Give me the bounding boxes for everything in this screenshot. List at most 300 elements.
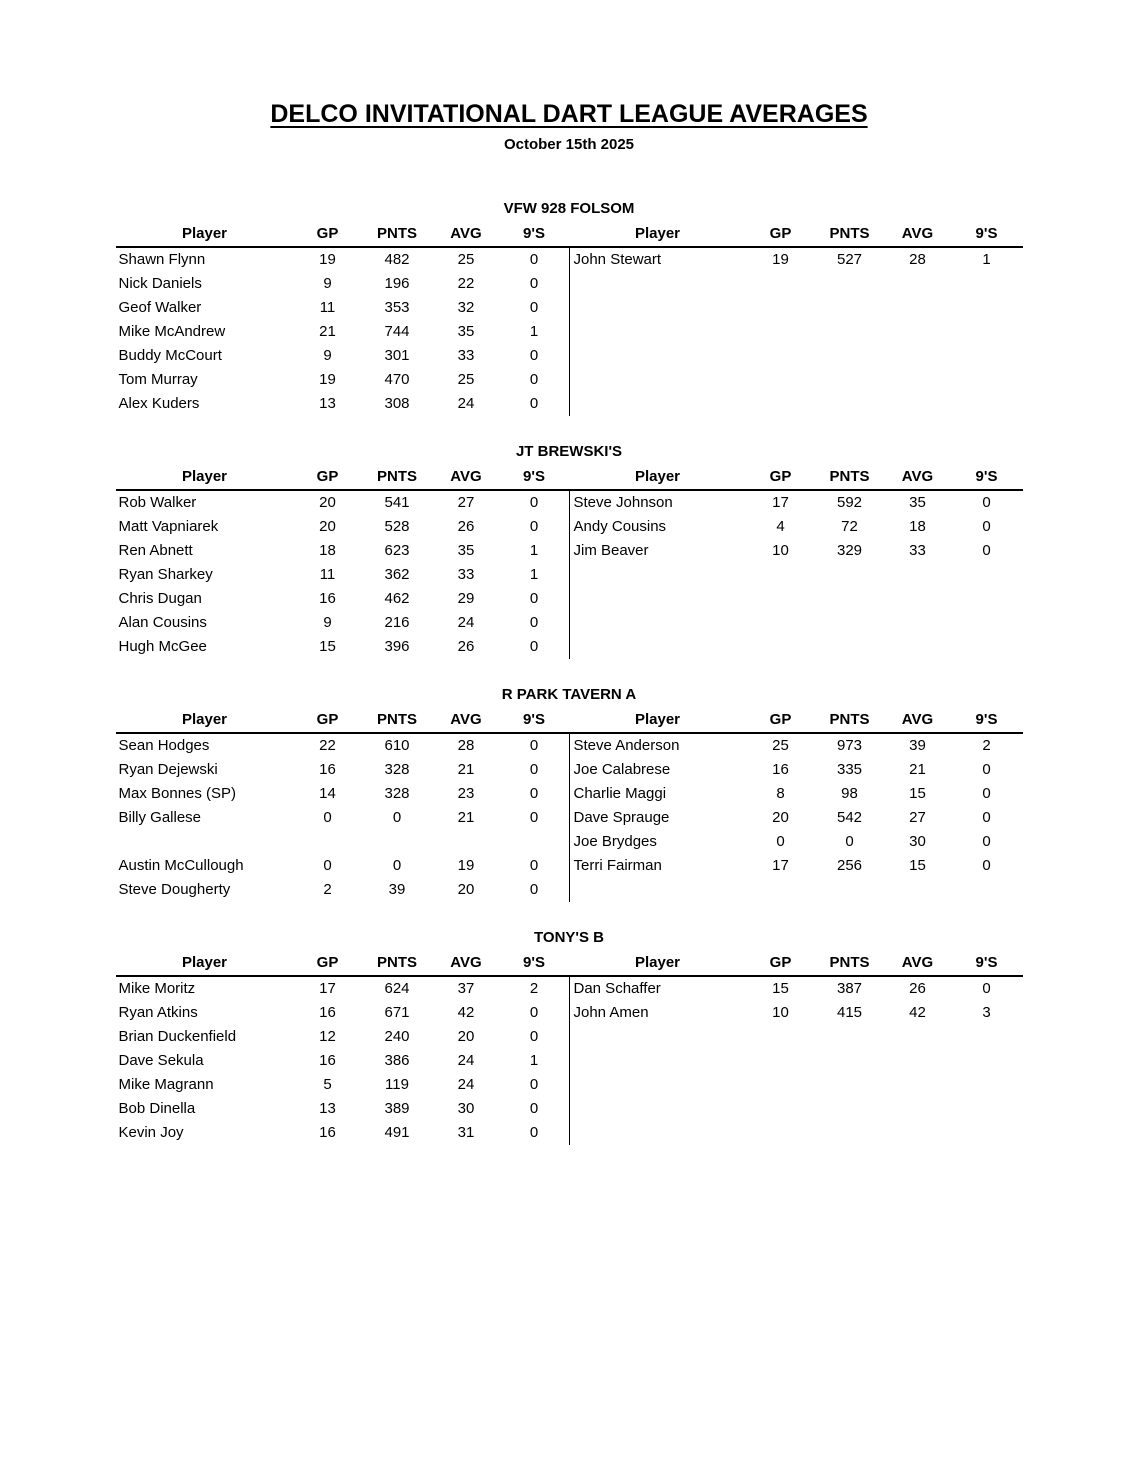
right-avg-value xyxy=(885,611,951,635)
left-gp-value: 9 xyxy=(323,275,332,292)
right-gp-value: 17 xyxy=(772,857,789,874)
left-avg-value: 42 xyxy=(457,1004,475,1021)
right-avg-value: 30 xyxy=(909,833,926,850)
left-header-nines: 9'S xyxy=(523,468,545,485)
table-row xyxy=(116,1121,1023,1145)
right-player-name: Jim Beaver xyxy=(569,539,747,563)
left-pnts-value: 541 xyxy=(384,494,410,511)
right-nines-value xyxy=(951,1073,1023,1097)
table-row xyxy=(116,854,1023,878)
sections-container xyxy=(116,199,1023,1145)
left-pnts-value: 353 xyxy=(384,299,410,316)
left-pnts-value: 216 xyxy=(384,614,410,631)
right-player-name: Joe Brydges xyxy=(569,830,747,854)
left-player-name: Rob Walker xyxy=(118,494,197,511)
left-header-pnts: PNTS xyxy=(376,468,417,485)
right-pnts-value xyxy=(815,1025,885,1049)
left-avg-value: 20 xyxy=(457,881,475,898)
left-gp-value: 21 xyxy=(319,323,336,340)
right-avg-value xyxy=(885,296,951,320)
right-header-gp: GP xyxy=(769,225,792,242)
left-avg-value: 25 xyxy=(457,251,475,268)
right-header-player: Player xyxy=(634,468,681,485)
right-pnts-value xyxy=(815,1049,885,1073)
left-nines-value: 0 xyxy=(529,881,539,898)
left-pnts-value: 196 xyxy=(384,275,410,292)
left-player-name: Tom Murray xyxy=(118,371,198,388)
right-player-name xyxy=(569,1097,747,1121)
left-gp-value: 16 xyxy=(319,590,336,607)
right-nines-value: 0 xyxy=(982,494,991,511)
right-header-nines: 9'S xyxy=(975,225,998,242)
left-avg-value: 28 xyxy=(457,737,475,754)
right-header-nines: 9'S xyxy=(975,468,998,485)
right-header-avg: AVG xyxy=(901,468,934,485)
right-gp-value xyxy=(747,320,815,344)
left-nines-value: 0 xyxy=(529,1076,539,1093)
left-pnts-value: 624 xyxy=(384,980,410,997)
table-row xyxy=(116,296,1023,320)
right-avg-value xyxy=(885,368,951,392)
right-nines-value xyxy=(951,320,1023,344)
right-player-name xyxy=(569,1073,747,1097)
right-avg-value: 18 xyxy=(909,518,926,535)
left-gp-value: 17 xyxy=(319,980,336,997)
left-avg-value: 26 xyxy=(457,638,475,655)
left-player-name: Matt Vapniarek xyxy=(118,518,219,535)
left-avg-value: 25 xyxy=(457,371,475,388)
table-row xyxy=(116,563,1023,587)
left-nines-value: 0 xyxy=(529,737,539,754)
right-avg-value xyxy=(885,587,951,611)
right-header-avg: AVG xyxy=(901,954,934,971)
right-avg-value: 27 xyxy=(909,809,926,826)
left-gp-value: 0 xyxy=(323,857,332,874)
left-pnts-value: 462 xyxy=(384,590,410,607)
left-nines-value: 0 xyxy=(529,275,539,292)
left-avg-value: 33 xyxy=(457,566,475,583)
team-section xyxy=(116,199,1023,416)
right-gp-value xyxy=(747,1025,815,1049)
left-gp-value: 11 xyxy=(319,566,336,583)
right-gp-value: 10 xyxy=(772,1004,789,1021)
left-nines-value: 0 xyxy=(529,590,539,607)
left-header-pnts: PNTS xyxy=(376,954,417,971)
table-body xyxy=(116,977,1023,1145)
team-section xyxy=(116,442,1023,659)
left-avg-value: 31 xyxy=(457,1124,475,1141)
right-avg-value xyxy=(885,1121,951,1145)
left-gp-value: 22 xyxy=(319,737,336,754)
left-gp-value: 15 xyxy=(319,638,336,655)
right-avg-value xyxy=(885,1025,951,1049)
left-player-name: Steve Dougherty xyxy=(118,881,231,898)
left-gp-value: 9 xyxy=(323,614,332,631)
left-gp-value xyxy=(294,830,362,854)
left-nines-value: 1 xyxy=(529,323,539,340)
right-nines-value: 2 xyxy=(982,737,991,754)
right-avg-value xyxy=(885,635,951,659)
right-pnts-value: 0 xyxy=(845,833,854,850)
right-gp-value: 25 xyxy=(772,737,789,754)
right-header-pnts: PNTS xyxy=(829,711,870,728)
right-nines-value xyxy=(951,296,1023,320)
left-pnts-value: 671 xyxy=(384,1004,410,1021)
right-pnts-value: 72 xyxy=(841,518,858,535)
page-subtitle: October 15th 2025 xyxy=(503,136,635,153)
right-pnts-value xyxy=(815,1121,885,1145)
team-name: VFW 928 FOLSOM xyxy=(503,200,635,217)
table-body xyxy=(116,734,1023,902)
left-avg-value: 21 xyxy=(457,761,475,778)
right-nines-value xyxy=(951,1049,1023,1073)
left-gp-value: 20 xyxy=(319,518,336,535)
left-pnts-value: 386 xyxy=(384,1052,410,1069)
left-header-gp: GP xyxy=(316,954,339,971)
left-gp-value: 18 xyxy=(319,542,336,559)
left-gp-value: 11 xyxy=(319,299,336,316)
left-nines-value: 1 xyxy=(529,542,539,559)
right-gp-value: 15 xyxy=(772,980,789,997)
table-row xyxy=(116,1073,1023,1097)
right-nines-value xyxy=(951,1097,1023,1121)
left-header-nines: 9'S xyxy=(523,711,545,728)
left-header-player: Player xyxy=(181,954,228,971)
right-nines-value: 3 xyxy=(982,1004,991,1021)
right-pnts-value xyxy=(815,1073,885,1097)
left-nines-value: 0 xyxy=(529,857,539,874)
left-player-name: Buddy McCourt xyxy=(118,347,222,364)
left-pnts-value: 362 xyxy=(384,566,410,583)
left-avg-value: 19 xyxy=(457,857,475,874)
right-nines-value xyxy=(951,878,1023,902)
table-row xyxy=(116,368,1023,392)
left-player-name: Austin McCullough xyxy=(118,857,244,874)
right-nines-value: 1 xyxy=(982,251,991,268)
right-pnts-value xyxy=(815,878,885,902)
right-pnts-value xyxy=(815,368,885,392)
table-row xyxy=(116,734,1023,758)
right-nines-value: 0 xyxy=(982,857,991,874)
left-nines-value: 1 xyxy=(529,566,539,583)
right-pnts-value: 98 xyxy=(841,785,858,802)
right-pnts-value xyxy=(815,344,885,368)
right-player-name xyxy=(569,392,747,416)
right-avg-value xyxy=(885,272,951,296)
left-pnts-value: 0 xyxy=(392,857,402,874)
right-player-name xyxy=(569,368,747,392)
table-row xyxy=(116,272,1023,296)
left-avg-value: 24 xyxy=(457,395,475,412)
left-header-gp: GP xyxy=(316,468,339,485)
right-pnts-value: 387 xyxy=(836,980,863,997)
right-pnts-value xyxy=(815,563,885,587)
right-pnts-value: 542 xyxy=(836,809,863,826)
right-avg-value xyxy=(885,563,951,587)
right-player-name: John Stewart xyxy=(569,248,747,272)
left-gp-value: 16 xyxy=(319,1124,336,1141)
left-header-player: Player xyxy=(181,711,228,728)
right-gp-value xyxy=(747,1121,815,1145)
left-gp-value: 16 xyxy=(319,1004,336,1021)
right-pnts-value xyxy=(815,272,885,296)
right-header-player: Player xyxy=(634,711,681,728)
left-avg-value: 35 xyxy=(457,323,475,340)
right-nines-value xyxy=(951,563,1023,587)
left-header-gp: GP xyxy=(316,225,339,242)
right-pnts-value xyxy=(815,392,885,416)
table-row xyxy=(116,491,1023,515)
left-nines-value: 0 xyxy=(529,371,539,388)
right-gp-value xyxy=(747,1049,815,1073)
left-pnts-value: 744 xyxy=(384,323,410,340)
left-nines-value: 0 xyxy=(529,395,539,412)
left-header-avg: AVG xyxy=(450,468,482,485)
right-avg-value: 35 xyxy=(909,494,926,511)
left-header-player: Player xyxy=(181,225,228,242)
left-pnts-value: 470 xyxy=(384,371,410,388)
right-avg-value xyxy=(885,320,951,344)
left-player-name: Sean Hodges xyxy=(118,737,210,754)
right-header-gp: GP xyxy=(769,468,792,485)
right-avg-value: 33 xyxy=(909,542,926,559)
right-header-gp: GP xyxy=(769,954,792,971)
right-nines-value xyxy=(951,1025,1023,1049)
right-nines-value xyxy=(951,344,1023,368)
left-avg-value: 24 xyxy=(457,1076,475,1093)
left-avg-value: 35 xyxy=(457,542,475,559)
table-row xyxy=(116,758,1023,782)
table-row xyxy=(116,248,1023,272)
right-avg-value xyxy=(885,392,951,416)
left-pnts-value: 610 xyxy=(384,737,410,754)
right-player-name: Steve Johnson xyxy=(569,491,747,515)
averages-table xyxy=(116,465,1023,659)
right-nines-value: 0 xyxy=(982,542,991,559)
right-header-pnts: PNTS xyxy=(829,225,870,242)
right-nines-value: 0 xyxy=(982,809,991,826)
left-nines-value: 0 xyxy=(529,638,539,655)
left-nines-value: 0 xyxy=(529,494,539,511)
table-row xyxy=(116,539,1023,563)
right-header-pnts: PNTS xyxy=(829,468,870,485)
right-player-name xyxy=(569,587,747,611)
right-gp-value: 20 xyxy=(772,809,789,826)
right-player-name: Steve Anderson xyxy=(569,734,747,758)
table-row xyxy=(116,1049,1023,1073)
right-player-name: John Amen xyxy=(569,1001,747,1025)
left-avg-value: 22 xyxy=(457,275,475,292)
right-player-name xyxy=(569,1049,747,1073)
right-gp-value xyxy=(747,635,815,659)
left-header-nines: 9'S xyxy=(523,954,545,971)
right-player-name xyxy=(569,635,747,659)
right-gp-value: 0 xyxy=(776,833,785,850)
right-avg-value: 21 xyxy=(909,761,926,778)
right-avg-value: 39 xyxy=(909,737,926,754)
left-player-name: Billy Gallese xyxy=(118,809,202,826)
right-header-player: Player xyxy=(634,225,681,242)
left-nines-value: 0 xyxy=(529,299,539,316)
table-row xyxy=(116,830,1023,854)
right-player-name: Charlie Maggi xyxy=(569,782,747,806)
right-header-pnts: PNTS xyxy=(829,954,870,971)
left-player-name: Mike McAndrew xyxy=(118,323,226,340)
left-nines-value xyxy=(500,830,569,854)
team-name: R PARK TAVERN A xyxy=(501,686,637,703)
left-player-name: Dave Sekula xyxy=(118,1052,204,1069)
table-header-row xyxy=(116,708,1023,734)
right-header-nines: 9'S xyxy=(975,711,998,728)
left-avg-value: 24 xyxy=(457,1052,475,1069)
left-player-name: Chris Dugan xyxy=(118,590,202,607)
left-pnts-value: 482 xyxy=(384,251,410,268)
right-avg-value xyxy=(885,1073,951,1097)
table-body xyxy=(116,248,1023,416)
averages-table xyxy=(116,708,1023,902)
right-gp-value xyxy=(747,272,815,296)
right-avg-value xyxy=(885,1097,951,1121)
right-avg-value: 15 xyxy=(909,857,926,874)
right-gp-value xyxy=(747,1097,815,1121)
right-pnts-value: 329 xyxy=(836,542,863,559)
right-header-avg: AVG xyxy=(901,225,934,242)
left-pnts-value: 491 xyxy=(384,1124,410,1141)
table-row xyxy=(116,635,1023,659)
table-body xyxy=(116,491,1023,659)
right-nines-value xyxy=(951,611,1023,635)
right-pnts-value: 335 xyxy=(836,761,863,778)
right-nines-value: 0 xyxy=(982,833,991,850)
left-gp-value: 20 xyxy=(319,494,336,511)
left-avg-value: 24 xyxy=(457,614,475,631)
left-nines-value: 1 xyxy=(529,1052,539,1069)
table-row xyxy=(116,611,1023,635)
right-pnts-value xyxy=(815,587,885,611)
table-row xyxy=(116,1025,1023,1049)
left-gp-value: 12 xyxy=(319,1028,336,1045)
right-player-name xyxy=(569,611,747,635)
right-avg-value: 26 xyxy=(909,980,926,997)
left-avg-value: 21 xyxy=(457,809,475,826)
left-avg-value: 30 xyxy=(457,1100,475,1117)
right-gp-value xyxy=(747,296,815,320)
right-player-name: Dave Sprauge xyxy=(569,806,747,830)
team-section xyxy=(116,685,1023,902)
right-gp-value: 17 xyxy=(772,494,789,511)
left-nines-value: 0 xyxy=(529,785,539,802)
left-nines-value: 0 xyxy=(529,809,539,826)
left-pnts-value: 301 xyxy=(384,347,410,364)
right-gp-value xyxy=(747,587,815,611)
right-gp-value: 8 xyxy=(776,785,785,802)
left-gp-value: 0 xyxy=(323,809,332,826)
right-nines-value xyxy=(951,392,1023,416)
right-pnts-value: 592 xyxy=(836,494,863,511)
left-avg-value xyxy=(433,830,500,854)
left-player-name: Ren Abnett xyxy=(118,542,193,559)
left-gp-value: 19 xyxy=(319,251,336,268)
right-player-name xyxy=(569,272,747,296)
right-pnts-value: 256 xyxy=(836,857,863,874)
right-gp-value xyxy=(747,611,815,635)
left-player-name: Bob Dinella xyxy=(118,1100,196,1117)
left-gp-value: 19 xyxy=(319,371,336,388)
table-header-row xyxy=(116,465,1023,491)
left-header-avg: AVG xyxy=(450,225,482,242)
table-row xyxy=(116,977,1023,1001)
left-avg-value: 32 xyxy=(457,299,475,316)
right-nines-value xyxy=(951,272,1023,296)
right-gp-value xyxy=(747,1073,815,1097)
table-row xyxy=(116,1001,1023,1025)
right-pnts-value xyxy=(815,635,885,659)
left-nines-value: 0 xyxy=(529,1100,539,1117)
left-pnts-value: 240 xyxy=(384,1028,410,1045)
left-nines-value: 0 xyxy=(529,1004,539,1021)
right-player-name xyxy=(569,320,747,344)
right-nines-value xyxy=(951,587,1023,611)
left-header-nines: 9'S xyxy=(523,225,545,242)
right-nines-value: 0 xyxy=(982,785,991,802)
right-player-name: Dan Schaffer xyxy=(569,977,747,1001)
left-nines-value: 0 xyxy=(529,518,539,535)
table-row xyxy=(116,878,1023,902)
left-header-player: Player xyxy=(181,468,228,485)
left-nines-value: 0 xyxy=(529,1028,539,1045)
right-pnts-value xyxy=(815,1097,885,1121)
left-gp-value: 13 xyxy=(319,1100,336,1117)
page-title: DELCO INVITATIONAL DART LEAGUE AVERAGES xyxy=(270,100,868,128)
right-header-nines: 9'S xyxy=(975,954,998,971)
left-gp-value: 14 xyxy=(319,785,336,802)
right-pnts-value xyxy=(815,296,885,320)
table-row xyxy=(116,782,1023,806)
right-gp-value: 4 xyxy=(776,518,785,535)
right-player-name: Andy Cousins xyxy=(569,515,747,539)
left-gp-value: 9 xyxy=(323,347,332,364)
left-avg-value: 20 xyxy=(457,1028,475,1045)
right-pnts-value xyxy=(815,611,885,635)
right-pnts-value xyxy=(815,320,885,344)
left-header-pnts: PNTS xyxy=(376,225,417,242)
left-nines-value: 2 xyxy=(529,980,539,997)
left-gp-value: 2 xyxy=(323,881,332,898)
right-player-name xyxy=(569,296,747,320)
table-header-row xyxy=(116,951,1023,977)
left-gp-value: 5 xyxy=(323,1076,332,1093)
left-player-name: Mike Moritz xyxy=(118,980,196,997)
right-nines-value xyxy=(951,1121,1023,1145)
right-avg-value: 15 xyxy=(909,785,926,802)
table-row xyxy=(116,806,1023,830)
left-nines-value: 0 xyxy=(529,251,539,268)
right-gp-value: 19 xyxy=(772,251,789,268)
left-player-name: Ryan Dejewski xyxy=(118,761,218,778)
right-player-name: Joe Calabrese xyxy=(569,758,747,782)
left-header-avg: AVG xyxy=(450,711,482,728)
left-avg-value: 27 xyxy=(457,494,475,511)
left-avg-value: 23 xyxy=(457,785,475,802)
left-nines-value: 0 xyxy=(529,761,539,778)
left-player-name: Ryan Sharkey xyxy=(118,566,213,583)
right-player-name xyxy=(569,344,747,368)
left-avg-value: 37 xyxy=(457,980,475,997)
left-header-gp: GP xyxy=(316,711,339,728)
right-gp-value xyxy=(747,344,815,368)
team-name: JT BREWSKI'S xyxy=(515,443,623,460)
document-content xyxy=(116,0,1023,1145)
